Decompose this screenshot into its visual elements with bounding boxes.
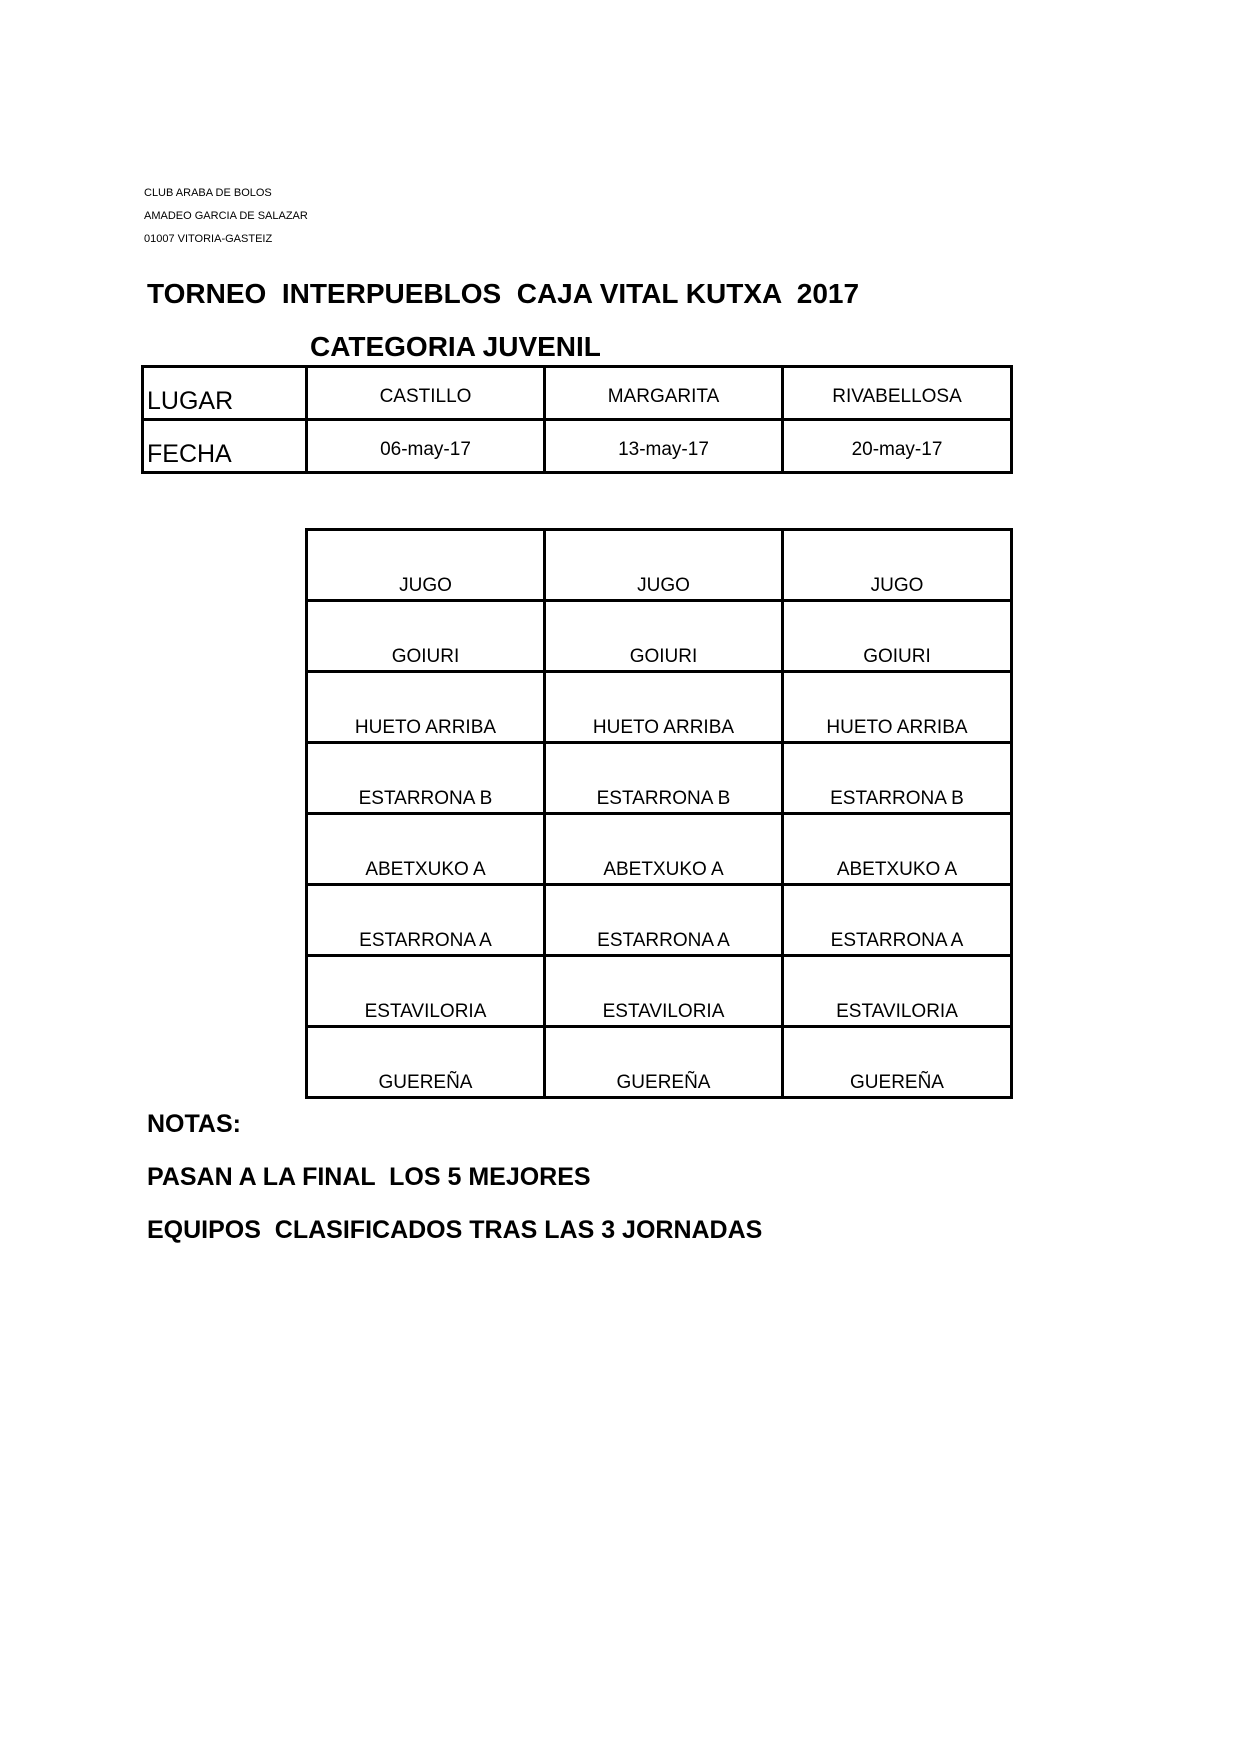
notes-line-1: PASAN A LA FINAL LOS 5 MEJORES — [147, 1163, 591, 1191]
team-cell: ESTARRONA B — [783, 743, 1012, 814]
address-line-1: CLUB ARABA DE BOLOS — [144, 187, 272, 199]
team-cell: ESTARRONA A — [307, 885, 545, 956]
place-cell: CASTILLO — [307, 367, 545, 420]
fecha-row — [143, 420, 1012, 473]
lugar-row — [143, 367, 1012, 420]
team-cell: GUEREÑA — [545, 1027, 783, 1098]
team-cell: ESTARRONA B — [307, 743, 545, 814]
team-cell: ABETXUKO A — [783, 814, 1012, 885]
lugar-label: LUGAR — [143, 367, 307, 420]
notes-line-2: EQUIPOS CLASIFICADOS TRAS LAS 3 JORNADAS — [147, 1216, 763, 1244]
team-cell: ESTAVILORIA — [783, 956, 1012, 1027]
team-cell: HUETO ARRIBA — [307, 672, 545, 743]
team-cell: GUEREÑA — [307, 1027, 545, 1098]
team-cell: JUGO — [783, 530, 1012, 601]
table-row — [307, 530, 1012, 601]
place-cell: MARGARITA — [545, 367, 783, 420]
schedule-table — [141, 365, 1013, 474]
date-cell: 06-may-17 — [307, 420, 545, 473]
team-cell: JUGO — [307, 530, 545, 601]
team-cell: GOIURI — [783, 601, 1012, 672]
table-row — [307, 601, 1012, 672]
date-cell: 20-may-17 — [783, 420, 1012, 473]
address-line-3: 01007 VITORIA-GASTEIZ — [144, 233, 273, 245]
team-cell: ESTAVILORIA — [545, 956, 783, 1027]
table-row — [307, 956, 1012, 1027]
date-cell: 13-may-17 — [545, 420, 783, 473]
address-line-2: AMADEO GARCIA DE SALAZAR — [144, 210, 308, 222]
team-cell: GUEREÑA — [783, 1027, 1012, 1098]
fecha-label: FECHA — [143, 420, 307, 473]
team-cell: ABETXUKO A — [307, 814, 545, 885]
notes-heading: NOTAS: — [147, 1110, 241, 1138]
team-cell: HUETO ARRIBA — [783, 672, 1012, 743]
page-subtitle: CATEGORIA JUVENIL — [310, 331, 601, 362]
team-cell: ESTAVILORIA — [307, 956, 545, 1027]
table-row — [307, 814, 1012, 885]
team-cell: ESTARRONA A — [783, 885, 1012, 956]
table-row — [307, 672, 1012, 743]
team-cell: GOIURI — [307, 601, 545, 672]
team-cell: ABETXUKO A — [545, 814, 783, 885]
team-cell: JUGO — [545, 530, 783, 601]
table-row — [307, 885, 1012, 956]
table-row — [307, 1027, 1012, 1098]
team-cell: ESTARRONA B — [545, 743, 783, 814]
page-title: TORNEO INTERPUEBLOS CAJA VITAL KUTXA 2017 — [147, 278, 860, 309]
table-row — [307, 743, 1012, 814]
place-cell: RIVABELLOSA — [783, 367, 1012, 420]
teams-table — [305, 528, 1013, 1099]
team-cell: HUETO ARRIBA — [545, 672, 783, 743]
team-cell: GOIURI — [545, 601, 783, 672]
team-cell: ESTARRONA A — [545, 885, 783, 956]
